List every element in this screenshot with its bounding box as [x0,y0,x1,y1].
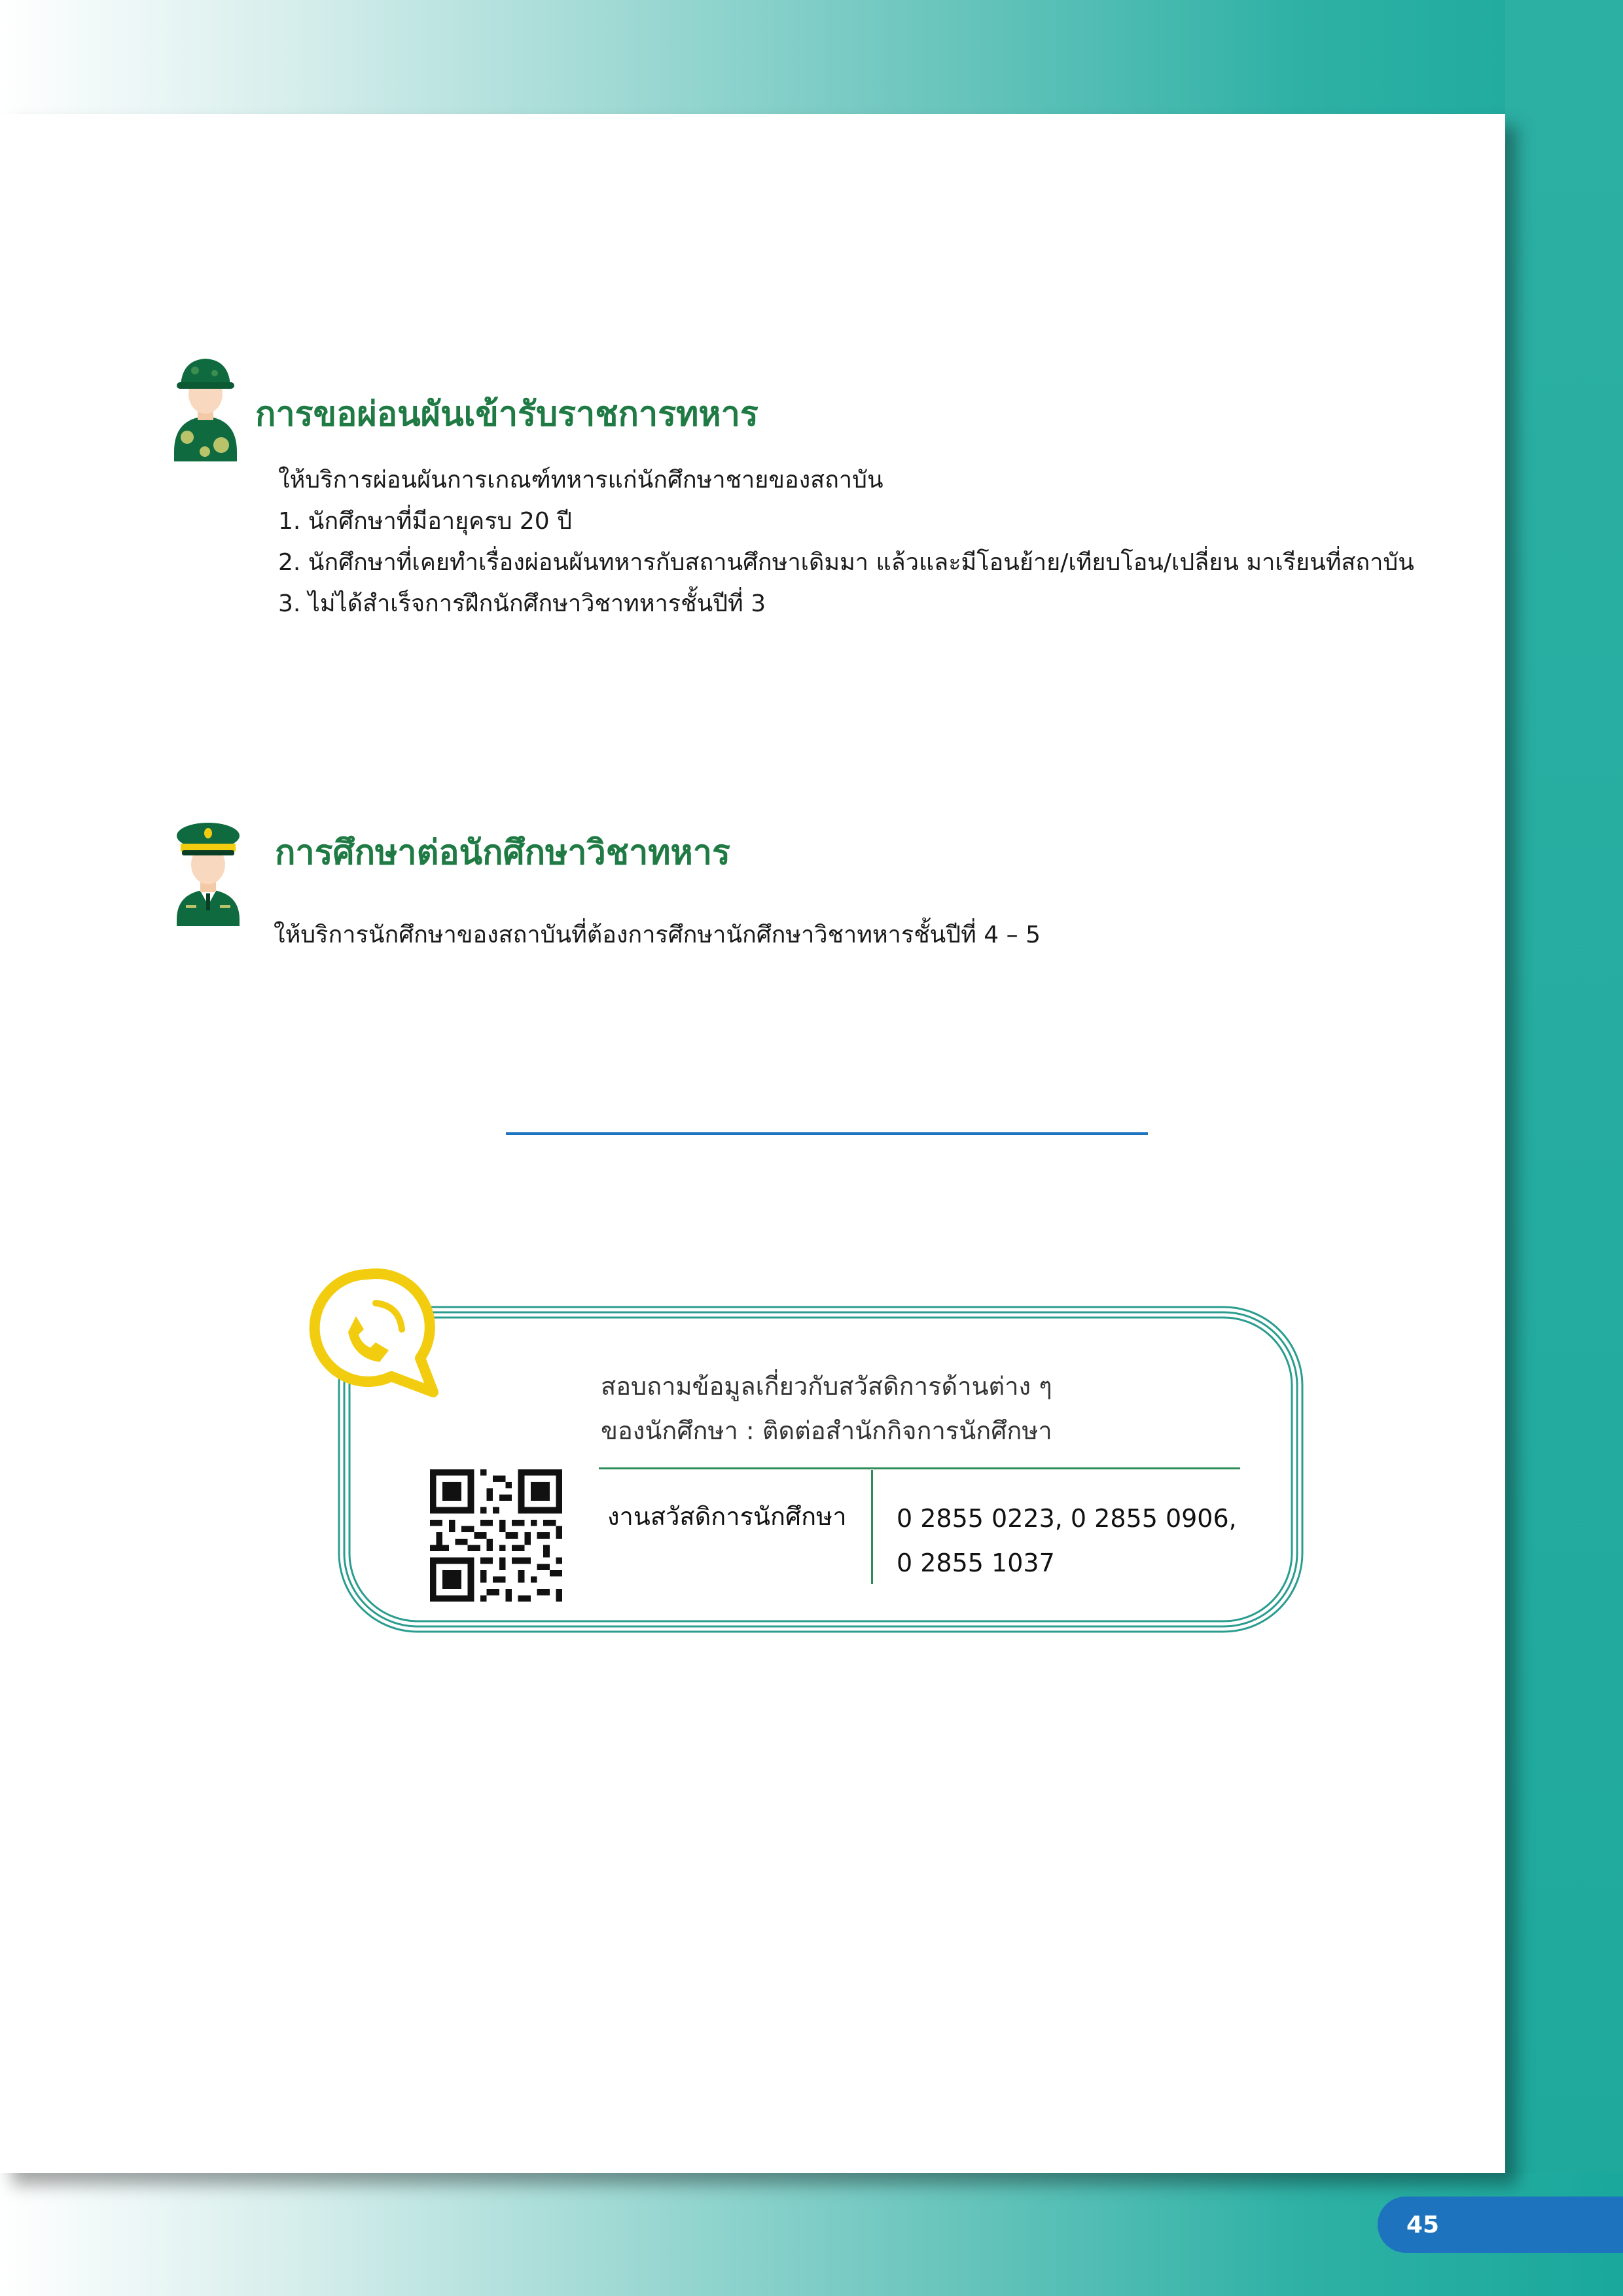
text-line: 3. ไม่ได้สำเร็จการฝึกนักศึกษาวิชาทหารชั้นปีที่ 3 [278,590,766,617]
contact-unit-name: งานสวัสดิการนักศึกษา [607,1502,847,1531]
top-gradient-band [0,0,1623,114]
contact-horizontal-rule [599,1467,1240,1469]
phone-line: 0 2855 0223, 0 2855 0906, [897,1504,1237,1533]
contact-vertical-rule [871,1470,873,1584]
right-teal-band [1505,0,1623,2296]
page-number: 45 [1406,2211,1440,2238]
phone-line: 0 2855 1037 [897,1549,1055,1577]
rotc-description [274,914,1041,956]
contact-intro-line: ของนักศึกษา : ติดต่อสำนักกิจการนักศึกษา [601,1416,1052,1445]
contact-phone-numbers [897,1496,1237,1585]
blue-divider [506,1132,1148,1135]
phone-chat-bubble-icon [308,1266,438,1397]
military-officer-icon [171,821,245,926]
section-title-deferment: การขอผ่อนผันเข้ารับราชการทหาร [255,395,758,434]
text-line: 2. นักศึกษาที่เคยทำเรื่องผ่อนผันทหารกับสถานศึกษาเดิมมา แล้วและมีโอนย้าย/เทียบโอน/เปลี่ยน มาเรียนที่สถาบัน [278,549,1414,576]
contact-intro-line: สอบถามข้อมูลเกี่ยวกับสวัสดิการด้านต่าง ๆ [601,1372,1052,1401]
text-line: ให้บริการนักศึกษาของสถาบันที่ต้องการศึกษานักศึกษาวิชาทหารชั้นปีที่ 4 – 5 [274,922,1041,948]
qr-code-icon [427,1469,565,1602]
contact-intro [601,1364,1052,1453]
text-line: 1. นักศึกษาที่มีอายุครบ 20 ปี [278,508,572,535]
soldier-camouflage-icon [169,353,242,461]
deferment-description [278,459,1414,624]
section-title-rotc: การศึกษาต่อนักศึกษาวิชาทหาร [275,833,730,872]
page-number-badge [1378,2197,1623,2253]
text-line: ให้บริการผ่อนผันการเกณฑ์ทหารแก่นักศึกษาชายของสถาบัน [278,467,883,493]
